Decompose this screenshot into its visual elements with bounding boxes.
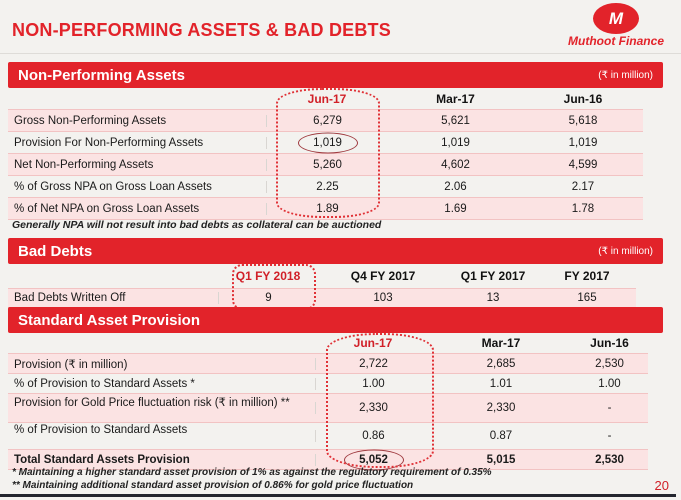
bottom-divider	[0, 494, 676, 497]
cell: 1.01	[489, 377, 513, 390]
cell: 2,722	[315, 358, 431, 370]
sap-column-jun17: Jun-17	[353, 336, 393, 350]
cell: 2.25	[266, 181, 388, 193]
cell: 5,618	[568, 114, 598, 127]
page-title: NON-PERFORMING ASSETS & BAD DEBTS	[12, 20, 391, 40]
cell: 13	[486, 292, 500, 304]
cell: 1.78	[571, 202, 595, 215]
row-label: % of Net NPA on Gross Loan Assets	[14, 202, 200, 215]
sap-header-row	[8, 333, 648, 353]
page-number: 20	[654, 478, 669, 493]
footnotes	[12, 466, 492, 492]
sap-column-mar17: Mar-17	[481, 336, 521, 350]
cell: 1.69	[444, 202, 467, 215]
cell: 5,260	[266, 159, 388, 171]
npa-column-mar17: Mar-17	[436, 91, 475, 106]
cell: -	[607, 402, 612, 414]
cell: -	[607, 430, 612, 442]
cell-circled	[266, 137, 388, 149]
table-row-provision-pct	[8, 374, 648, 393]
title-divider	[0, 53, 681, 54]
row-label: % of Provision to Standard Assets	[14, 424, 188, 436]
cell: 4,602	[441, 158, 470, 171]
brand-name: Muthoot Finance	[568, 34, 664, 48]
section-standard-asset-provision	[8, 307, 663, 470]
cell-circled	[315, 454, 431, 466]
section-non-performing-assets	[8, 62, 663, 220]
table-row-provision-npa	[8, 132, 643, 153]
table-row-gross-npa-pct	[8, 176, 643, 197]
cell: 1,019	[313, 136, 342, 149]
sap-section-bar	[8, 307, 663, 333]
row-label: Provision For Non-Performing Assets	[14, 136, 204, 149]
npa-section-bar	[8, 62, 663, 88]
cell: 0.87	[489, 430, 513, 442]
cell: 1.00	[598, 377, 621, 390]
npa-column-jun16: Jun-16	[563, 91, 603, 106]
cell: 2,685	[486, 357, 516, 370]
bd-column-q1fy2018: Q1 FY 2018	[235, 269, 301, 283]
cell: 5,621	[441, 114, 470, 127]
bad-debts-section-title: Bad Debts	[18, 242, 93, 260]
table-row-net-npa-pct	[8, 197, 643, 220]
npa-footnote: Generally NPA will not result into bad debts as collateral can be auctioned	[12, 219, 382, 231]
cell: 1.89	[266, 203, 388, 215]
row-label: Total Standard Assets Provision	[14, 453, 190, 466]
row-label: % of Gross NPA on Gross Loan Assets	[14, 180, 212, 193]
cell: 1.00	[315, 378, 431, 390]
sap-section-title: Standard Asset Provision	[18, 311, 200, 329]
table-row-net-npa	[8, 153, 643, 176]
footnote-2: ** Maintaining additional standard asset provision of 0.86% for gold price fluctuation	[12, 480, 414, 491]
sap-column-jun16: Jun-16	[590, 336, 629, 350]
cell: 5,052	[359, 453, 388, 466]
muthoot-logo-icon	[594, 4, 638, 33]
cell: 1,019	[441, 136, 470, 149]
cell: 5,015	[486, 453, 516, 466]
row-label: Bad Debts Written Off	[14, 292, 126, 304]
footnote-1: * Maintaining a higher standard asset provision of 1% as against the regulatory requirement of 0.35%	[12, 467, 492, 478]
table-row-gold-price-provision	[8, 393, 648, 423]
cell: 2,330	[486, 402, 516, 414]
cell: 6,279	[266, 115, 388, 127]
bd-column-q4fy2017: Q4 FY 2017	[350, 269, 416, 283]
row-label: Gross Non-Performing Assets	[14, 114, 167, 127]
highlight-oval	[298, 132, 358, 153]
bad-debts-section-bar	[8, 238, 663, 264]
row-label: Net Non-Performing Assets	[14, 158, 154, 171]
cell: 2,330	[315, 402, 431, 414]
cell: 2,530	[595, 357, 624, 370]
table-row-provision	[8, 353, 648, 374]
cell: 2.17	[571, 180, 595, 193]
section-bad-debts	[8, 238, 663, 308]
row-label: Provision for Gold Price fluctuation risk (₹ in million) **	[14, 397, 290, 409]
brand-logo	[561, 4, 671, 48]
cell: 4,599	[568, 158, 598, 171]
table-row-gross-npa	[8, 109, 643, 132]
table-row-bad-debts-written-off	[8, 288, 636, 308]
row-label: Provision (₹ in million)	[14, 358, 128, 371]
npa-section-title: Non-Performing Assets	[18, 66, 185, 84]
bd-column-q1fy2017: Q1 FY 2017	[460, 269, 526, 283]
cell: 2.06	[444, 180, 467, 193]
row-label: % of Provision to Standard Assets *	[14, 377, 195, 390]
bad-debts-header-row	[8, 264, 636, 288]
logo-letter: M	[608, 9, 624, 28]
cell: 103	[373, 292, 393, 304]
npa-header-row	[8, 88, 643, 109]
cell: 2,530	[595, 453, 624, 466]
bad-debts-unit-label: (₹ in million)	[598, 245, 653, 257]
bd-column-fy2017: FY 2017	[564, 269, 610, 283]
cell: 0.86	[315, 430, 431, 442]
cell: 1,019	[568, 136, 598, 149]
cell: 165	[577, 292, 597, 304]
npa-unit-label: (₹ in million)	[598, 69, 653, 81]
npa-column-jun17: Jun-17	[307, 91, 347, 106]
table-row-gold-provision-pct	[8, 423, 648, 449]
cell: 9	[218, 292, 318, 304]
